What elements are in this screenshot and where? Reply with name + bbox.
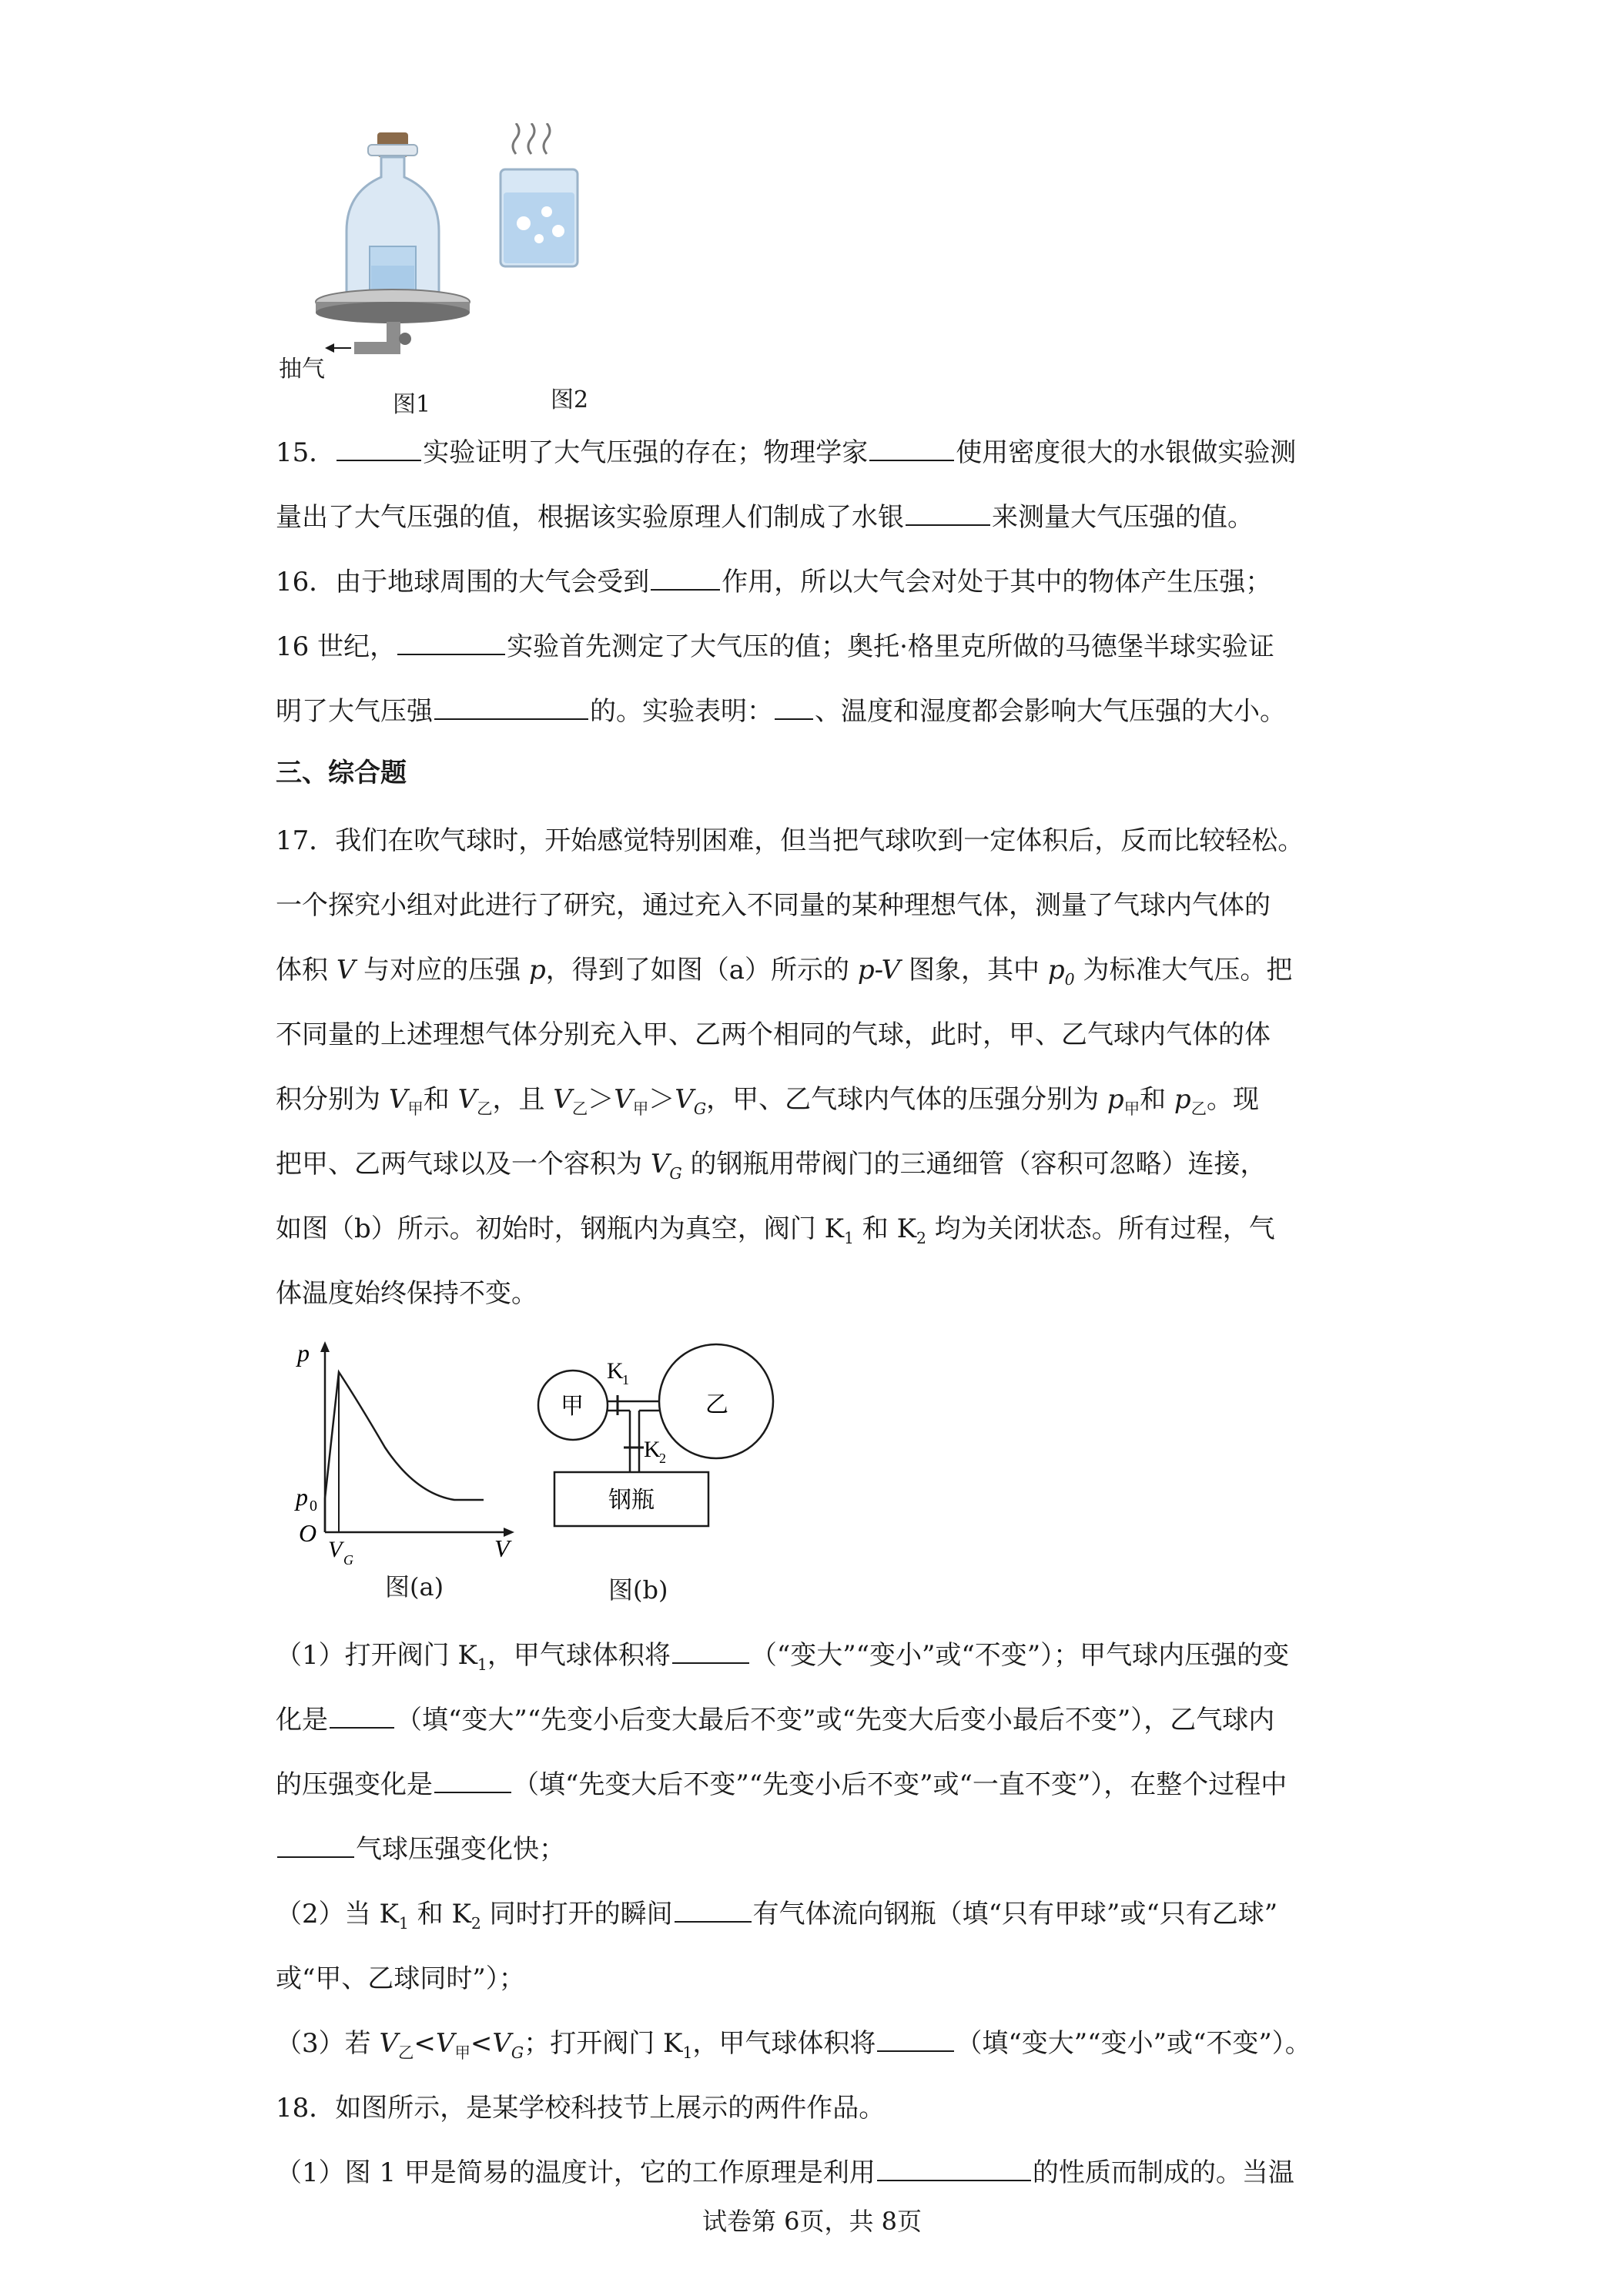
question-text: 同时打开的瞬间 [481, 1899, 673, 1930]
variable: p [1107, 1084, 1124, 1115]
question-text: 有气体流向钢瓶（填“只有甲球”或“只有乙球” [752, 1899, 1278, 1930]
question-text: 把甲、乙两气球以及一个容积为 [276, 1149, 651, 1180]
figure-b-apparatus [531, 1340, 793, 1563]
question-text: 如图所示，是某学校科技节上展示的两件作品。 [335, 2093, 886, 2124]
operator: ＞ [588, 1084, 614, 1115]
question-text: 和 [1140, 1084, 1174, 1115]
answer-blank[interactable] [434, 695, 588, 720]
k1-subscript: 1 [622, 1372, 629, 1387]
subscript: 2 [916, 1228, 926, 1247]
subquestion-3-line [276, 2011, 1354, 2076]
subscript: G [693, 1099, 707, 1118]
v-axis-label: V [494, 1535, 510, 1562]
question-17-line [276, 1197, 1354, 1261]
question-text: 化是 [276, 1705, 328, 1735]
question-text: 体温度始终保持不变。 [276, 1278, 537, 1309]
question-text: 的性质而制成的。当温 [1032, 2157, 1294, 2188]
variable: V [614, 1084, 633, 1115]
question-text: 一个探究小组对此进行了研究，通过充入不同量的某种理想气体，测量了气球内气体的 [276, 890, 1271, 921]
pv-curve [325, 1372, 484, 1532]
question-text: 来测量大气压强的值。 [992, 502, 1254, 533]
question-text: ；打开阀门 K [524, 2028, 683, 2059]
question-text: （2）当 K [276, 1899, 399, 1930]
subquestion-1-line [276, 1817, 1354, 1882]
question-text: ，甲气球体积将 [487, 1640, 671, 1671]
question-15-line [276, 485, 1354, 550]
question-15-line [276, 420, 1354, 485]
answer-blank[interactable] [651, 566, 720, 591]
vg-label: V [328, 1537, 343, 1562]
steel-bottle-label: 钢瓶 [608, 1487, 655, 1514]
question-number: 16． [276, 567, 336, 597]
figure-b-caption: 图(b) [608, 1575, 668, 1605]
question-text: 的压强变化是 [276, 1769, 433, 1800]
variable: V [336, 955, 356, 986]
figure-1-label: 图1 [393, 391, 431, 418]
question-text: 均为关闭状态。所有过程，气 [926, 1213, 1275, 1244]
answer-blank[interactable] [775, 695, 813, 720]
question-text: 和 [423, 1084, 458, 1115]
question-16-line [276, 550, 1354, 614]
page-footer: 试卷第 6页，共 8页 [702, 2207, 922, 2236]
question-18-line [276, 2140, 1354, 2205]
variable: V [388, 1084, 408, 1115]
top-figures [270, 123, 639, 416]
subscript: 乙 [1190, 1099, 1207, 1118]
subscript: 1 [682, 2043, 693, 2062]
bell-jar-illustration [316, 132, 470, 354]
variable: p-V [857, 955, 901, 986]
question-16-line [276, 614, 1354, 679]
question-18-line [276, 2076, 1354, 2140]
question-text: 和 K [853, 1213, 916, 1244]
subscript: 乙 [477, 1099, 493, 1118]
answer-blank[interactable] [869, 437, 954, 461]
question-18 [276, 2076, 1354, 2205]
question-17-line [276, 1261, 1354, 1326]
subscript: 甲 [454, 2043, 470, 2062]
question-text: （1）图 1 甲是简易的温度计，它的工作原理是利用 [276, 2157, 876, 2188]
variable: p [1174, 1084, 1191, 1115]
figure-a-caption: 图(a) [385, 1572, 444, 1602]
question-text: 16 世纪， [276, 631, 397, 662]
question-text: 和 K [408, 1899, 471, 1930]
answer-blank[interactable] [675, 1898, 752, 1923]
balloon-yi-label: 乙 [705, 1391, 728, 1418]
question-text: 使用密度很大的水银做实验测 [956, 437, 1297, 468]
subscript: 1 [477, 1655, 487, 1674]
question-text: 为标准大气压。把 [1074, 955, 1293, 986]
subscript: 甲 [632, 1099, 649, 1118]
question-text: 实验证明了大气压强的存在；物理学家 [423, 437, 869, 468]
k2-subscript: 2 [659, 1451, 666, 1466]
answer-blank[interactable] [397, 631, 505, 655]
subquestion-1-line [276, 1623, 1354, 1688]
question-text: ，甲气球体积将 [692, 2028, 876, 2059]
variable: p [1047, 955, 1065, 986]
answer-blank[interactable] [672, 1639, 749, 1664]
variable: V [435, 2028, 455, 2059]
question-text: （“变大”“变小”或“不变”）；甲气球内压强的变 [750, 1640, 1290, 1671]
question-17 [276, 808, 1354, 1326]
question-text: 或“甲、乙球同时”）； [276, 1963, 525, 1994]
subscript: 甲 [407, 1099, 424, 1118]
question-text: 气球压强变化快； [356, 1834, 565, 1865]
subscript: 1 [843, 1228, 854, 1247]
pump-label: 抽气 [279, 356, 325, 383]
question-text: 作用，所以大气会对处于其中的物体产生压强； [722, 567, 1272, 597]
question-text: （填“先变大后不变”“先变小后不变”或“一直不变”），在整个过程中 [513, 1769, 1287, 1800]
question-17-subparts [276, 1623, 1354, 2076]
subscript: 乙 [398, 2043, 414, 2062]
question-text: （3）若 [276, 2028, 380, 2059]
question-17-line [276, 1067, 1354, 1132]
subscript: 1 [398, 1913, 409, 1933]
question-text: 与对应的压强 [355, 955, 529, 986]
question-text: 如图（b）所示。初始时，钢瓶内为真空，阀门 K [276, 1213, 844, 1244]
question-16-line [276, 679, 1354, 744]
question-number: 18． [276, 2093, 336, 2124]
figure-a-pv-graph [285, 1340, 531, 1571]
subscript: 甲 [1123, 1099, 1140, 1118]
subscript: 0 [1064, 969, 1075, 989]
question-text: 积分别为 [276, 1084, 389, 1115]
operator: ＞ [648, 1084, 675, 1115]
question-text: 的。实验表明： [590, 696, 773, 727]
answer-blank[interactable] [434, 1769, 511, 1793]
question-text: 明了大气压强 [276, 696, 433, 727]
question-text: 体积 [276, 955, 337, 986]
question-text: （填“变大”“变小”或“不变”）。 [956, 2028, 1311, 2059]
subquestion-2-line [276, 1882, 1354, 1946]
k1-label: K [607, 1358, 624, 1384]
subquestion-2-line [276, 1946, 1354, 2011]
variable: V [379, 2028, 399, 2059]
variable: V [650, 1149, 670, 1180]
variable: p [529, 955, 546, 986]
k2-label: K [644, 1437, 661, 1462]
answer-blank[interactable] [337, 437, 421, 461]
question-17-line [276, 1132, 1354, 1197]
answer-blank[interactable] [330, 1704, 394, 1729]
question-text: 。现 [1207, 1084, 1260, 1115]
variable: V [492, 2028, 511, 2059]
y-axis-arrow [320, 1341, 330, 1352]
figure-2-label: 图2 [551, 387, 589, 413]
origin-label: O [299, 1519, 317, 1547]
p0-subscript: 0 [310, 1498, 317, 1514]
question-15 [276, 420, 1354, 550]
balloon-jia-label: 甲 [561, 1393, 584, 1420]
operator: < [470, 2028, 493, 2059]
p0-label: p [296, 1483, 308, 1511]
question-text: 实验首先测定了大气压的值；奥托·格里克所做的马德堡半球实验证 [507, 631, 1274, 662]
question-16 [276, 550, 1354, 744]
variable: V [553, 1084, 572, 1115]
subscript: G [669, 1163, 682, 1183]
question-17-line [276, 1002, 1354, 1067]
question-text: 不同量的上述理想气体分别充入甲、乙两个相同的气球，此时，甲、乙气球内气体的体 [276, 1019, 1271, 1050]
question-text: ，且 [492, 1084, 554, 1115]
answer-blank[interactable] [877, 2157, 1031, 2181]
section-title: 三、综合题 [276, 758, 407, 788]
beaker-steam-illustration [501, 123, 578, 266]
question-text: 、温度和湿度都会影响大气压强的大小。 [815, 696, 1286, 727]
subscript: G [511, 2043, 524, 2062]
question-number: 17． [276, 825, 336, 856]
question-text: 由于地球周围的大气会受到 [335, 567, 650, 597]
question-17-line [276, 938, 1354, 1002]
variable: V [457, 1084, 477, 1115]
variable: V [675, 1084, 694, 1115]
subscript: 乙 [571, 1099, 588, 1118]
question-text: 图象，其中 [900, 955, 1048, 986]
question-text: 量出了大气压强的值，根据该实验原理人们制成了水银 [276, 502, 904, 533]
operator: < [414, 2028, 436, 2059]
subquestion-1-line [276, 1688, 1354, 1752]
question-17-line [276, 873, 1354, 938]
p-axis-label: p [297, 1340, 310, 1367]
question-text: 我们在吹气球时，开始感觉特别困难，但当把气球吹到一定体积后，反而比较轻松。 [335, 825, 1304, 856]
question-text: ，得到了如图（a）所示的 [545, 955, 858, 986]
question-number: 15． [276, 437, 336, 468]
question-text: （1）打开阀门 K [276, 1640, 477, 1671]
answer-blank[interactable] [277, 1833, 354, 1858]
question-text: 的钢瓶用带阀门的三通细管（容积可忽略）连接， [681, 1149, 1267, 1180]
question-text: （填“变大”“先变小后变大最后不变”或“先变大后变小最后不变”），乙气球内 [396, 1705, 1275, 1735]
answer-blank[interactable] [877, 2027, 954, 2052]
answer-blank[interactable] [906, 501, 990, 526]
subquestion-1-line [276, 1752, 1354, 1817]
vg-subscript: G [343, 1552, 353, 1568]
question-text: ，甲、乙气球内气体的压强分别为 [706, 1084, 1107, 1115]
subscript: 2 [470, 1913, 481, 1933]
question-17-line [276, 808, 1354, 873]
